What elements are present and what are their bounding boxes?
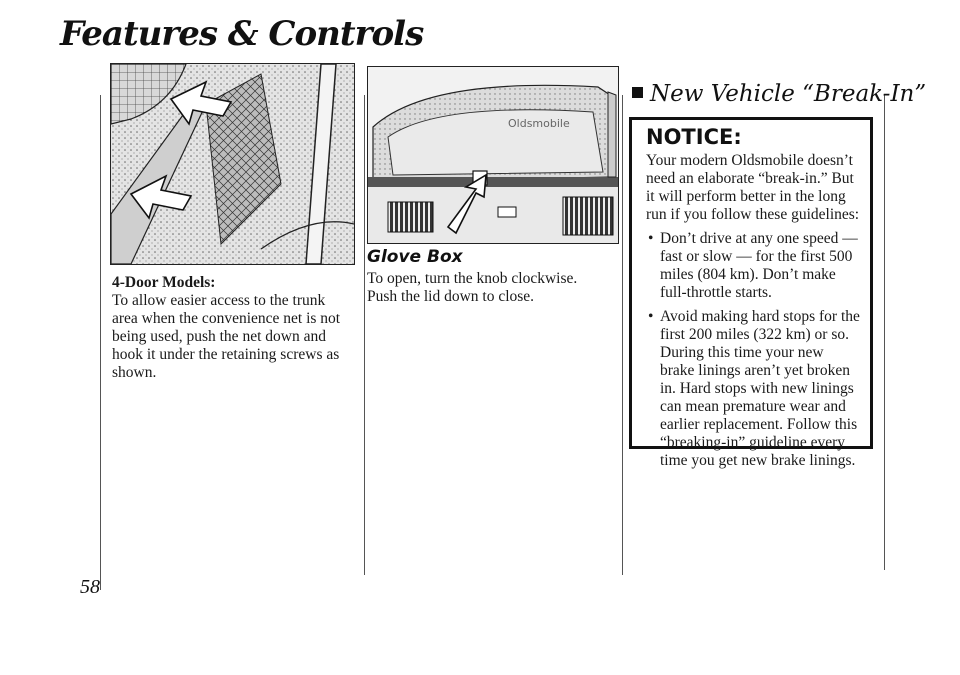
glove-box-logo: Oldsmobile: [508, 117, 570, 130]
notice-list: [646, 230, 860, 470]
glove-box-title: Glove Box: [367, 247, 463, 267]
four-door-models-heading: 4-Door Models:: [112, 274, 216, 291]
list-item: • Avoid making hard stops for the first 200 miles (322 km) or so. During this time your new brake linings aren’t yet broken in. Hard stops with new linings can mean premature wear and earlier replacement. Follow this “breaking-in” guideline every time you get new brake linings.: [646, 308, 860, 470]
page-number: 58: [80, 576, 100, 598]
break-in-title-text: New Vehicle “Break-In”: [650, 81, 927, 107]
square-bullet-icon: [632, 87, 643, 98]
notice-box: [629, 117, 873, 469]
notice-heading: NOTICE:: [646, 125, 742, 149]
column-rule-right: [622, 95, 623, 575]
glove-box-illustration: [367, 66, 619, 244]
page-title: Features & Controls: [60, 14, 424, 54]
column-rule-left: [100, 95, 101, 590]
list-item: • Don’t drive at any one speed — fast or slow — for the first 500 miles (804 km). Don’t make full-throttle starts.: [646, 230, 860, 302]
column-rule-middle: [364, 95, 365, 575]
glove-box-section: [367, 248, 605, 306]
trunk-net-body: To allow easier access to the trunk area when the convenience net is not being used, push the net down and hook it under the retaining screws as shown.: [112, 292, 341, 381]
column-rule-far-right: [884, 95, 885, 570]
trunk-net-instructions: [112, 274, 350, 382]
glove-box-body: To open, turn the knob clockwise. Push the lid down to close.: [367, 270, 578, 305]
trunk-net-illustration: [110, 63, 355, 265]
notice-intro: Your modern Oldsmobile doesn’t need an elaborate “break-in.” But it will perform better in the long run if you follow these guidelines:: [646, 152, 860, 223]
break-in-title: [632, 81, 926, 107]
